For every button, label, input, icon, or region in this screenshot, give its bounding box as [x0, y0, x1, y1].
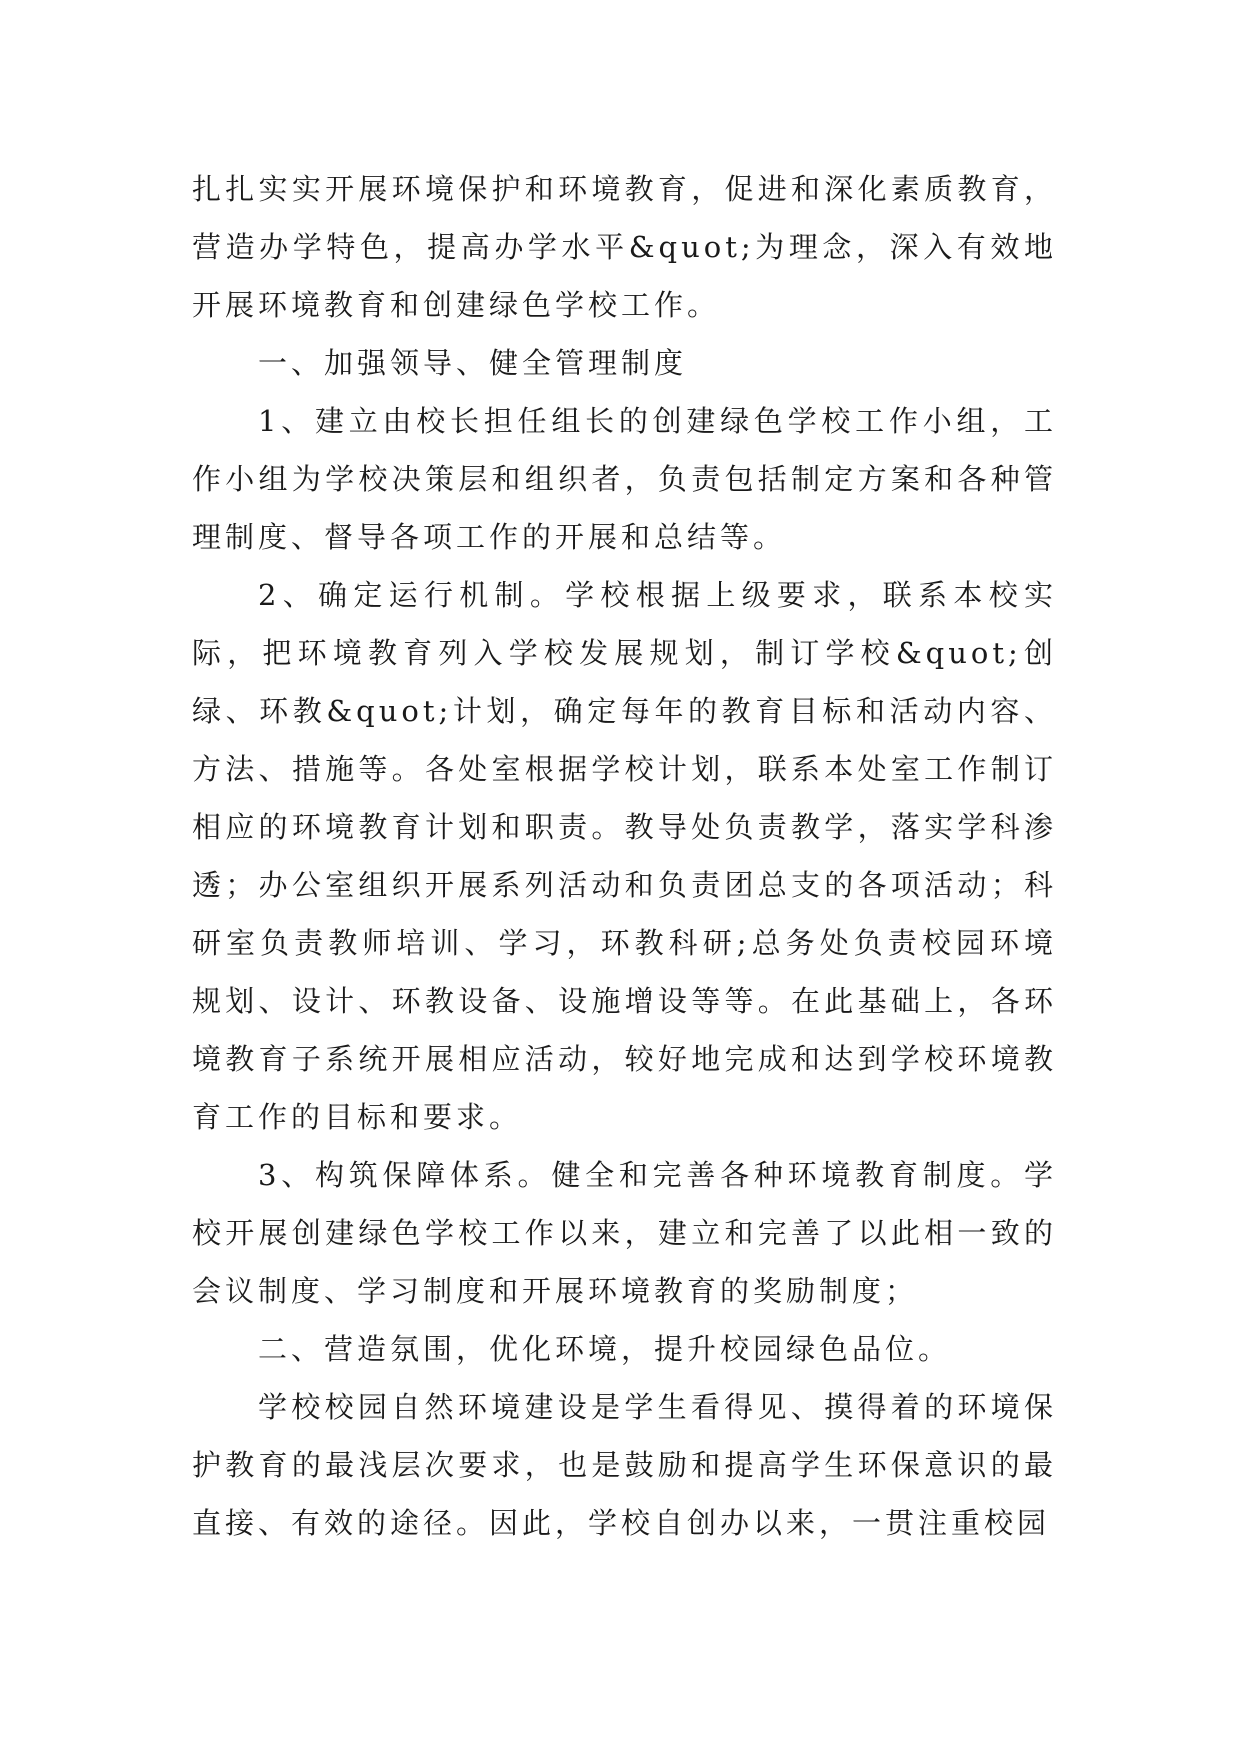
heading-section-1: 一、加强领导、健全管理制度: [258, 346, 688, 380]
heading-section-2: 二、营造氛围，优化环境，提升校园绿色品位。: [258, 1332, 952, 1366]
paragraph-intro: 扎扎实实开展环境保护和环境教育，促进和深化素质教育，营造办学特色，提高办学水平&quot;为理念，深入有效地开展环境教育和创建绿色学校工作。: [192, 172, 1057, 322]
document-body: [192, 160, 1057, 1552]
paragraph-item-1: 1、建立由校长担任组长的创建绿色学校工作小组，工作小组为学校决策层和组织者，负责包括制定方案和各种管理制度、督导各项工作的开展和总结等。: [192, 404, 1057, 554]
paragraph-campus: 学校校园自然环境建设是学生看得见、摸得着的环境保护教育的最浅层次要求，也是鼓励和提高学生环保意识的最直接、有效的途径。因此，学校自创办以来，一贯注重校园: [192, 1390, 1057, 1540]
paragraph-item-2: 2、确定运行机制。学校根据上级要求，联系本校实际，把环境教育列入学校发展规划，制订学校&quot;创绿、环教&quot;计划，确定每年的教育目标和活动内容、方法、措施等。各处室根据学校计划，联系本处室工作制订相应的环境教育计划和职责。教导处负责教学，落实学科渗透；办公室组织开展系列活动和负责团总支的各项活动；科研室负责教师培训、学习，环教科研;总务处负责校园环境规划、设计、环教设备、设施增设等等。在此基础上，各环境教育子系统开展相应活动，较好地完成和达到学校环境教育工作的目标和要求。: [192, 578, 1057, 1134]
paragraph-item-3: 3、构筑保障体系。健全和完善各种环境教育制度。学校开展创建绿色学校工作以来，建立和完善了以此相一致的会议制度、学习制度和开展环境教育的奖励制度；: [192, 1158, 1057, 1308]
